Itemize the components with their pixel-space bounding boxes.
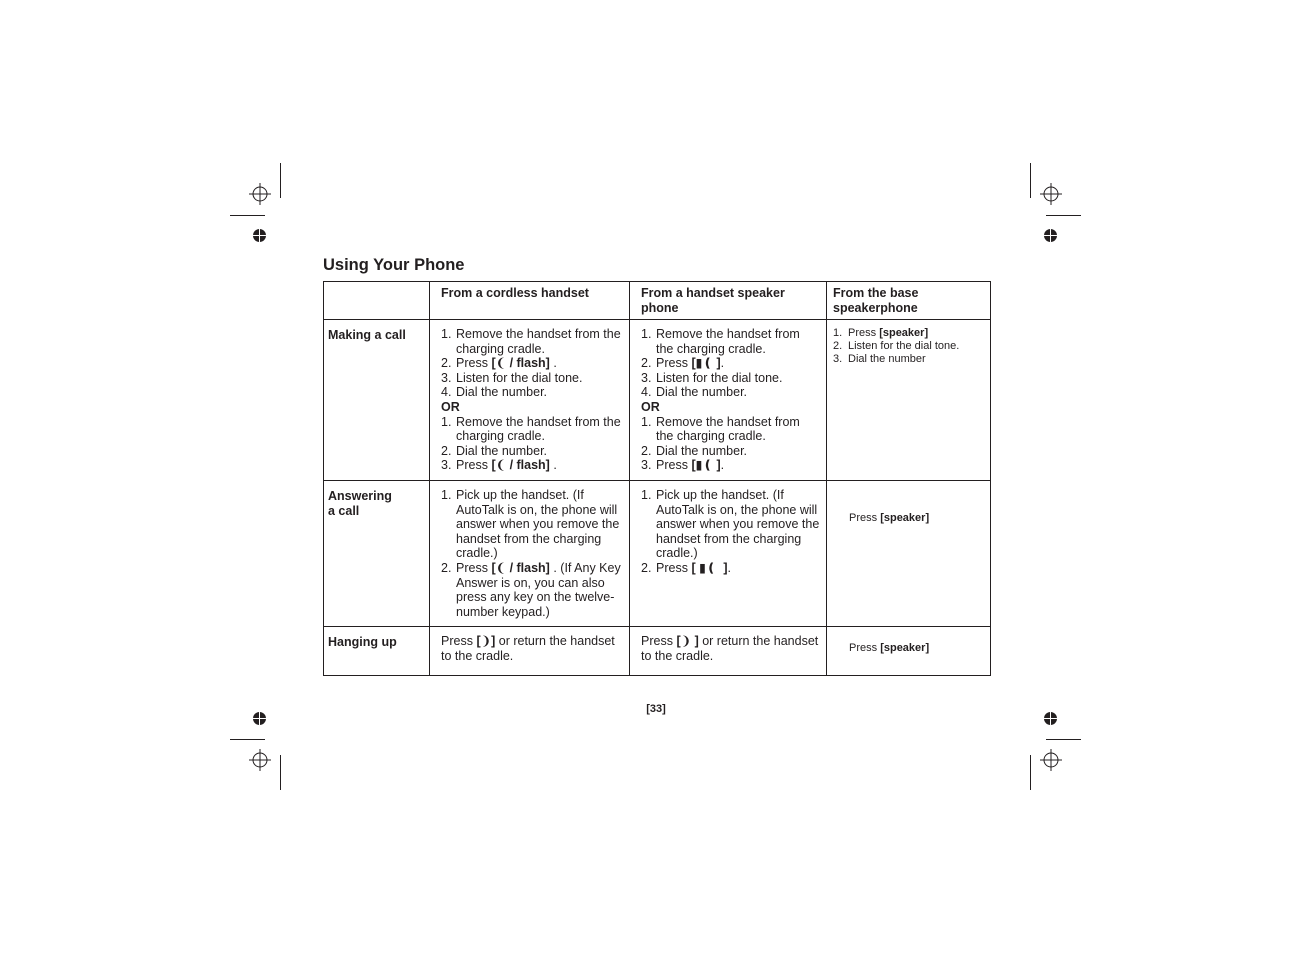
row-label-hanging-up: Hanging up — [324, 627, 430, 676]
list-item: 1. Pick up the handset. (If AutoTalk is on, the phone will answer when you remove the handset from the charging cradle.) — [441, 488, 620, 561]
list-item: 1. Remove the handset from the charging cradle. — [641, 414, 800, 444]
registration-target-icon — [1040, 749, 1062, 771]
list-item: 1. Pick up the handset. (If AutoTalk is on, the phone will answer when you remove the handset from the charging cradle.) — [641, 488, 820, 561]
table-row-answering-call — [324, 481, 991, 627]
steps-list — [641, 415, 820, 473]
cell-hanging-speaker: Press [❩ ] or return the handset to the cradle. — [630, 627, 827, 676]
steps-list — [641, 488, 820, 576]
crop-mark — [1046, 739, 1081, 740]
cell-hanging-base — [827, 627, 991, 676]
crop-mark — [230, 215, 265, 216]
header-cordless-handset: From a cordless handset — [430, 282, 630, 320]
steps-list — [833, 327, 986, 366]
header-blank — [324, 282, 430, 320]
base-instruction: Press [speaker] — [849, 512, 930, 524]
steps-list — [441, 327, 623, 400]
registration-dot-icon — [253, 229, 266, 242]
list-item: 4. Dial the number. — [441, 385, 548, 400]
list-item: 3. Press [❨ / flash] . — [441, 458, 557, 473]
crop-mark — [230, 739, 265, 740]
row-label-making-call: Making a call — [324, 320, 430, 481]
registration-target-icon — [249, 749, 271, 771]
list-item: 2. Press [❨ / flash] . (If Any Key Answer is on, you can also press any key on the twelve-number keypad.) — [441, 560, 621, 619]
end-call-icon: ❩ — [680, 634, 692, 648]
table-header-row — [324, 282, 991, 320]
talk-handset-icon: ❨ — [495, 356, 507, 371]
table-row-hanging-up — [324, 627, 991, 676]
list-item: 2. Dial the number. — [641, 443, 748, 458]
list-item: 1. Press [speaker] — [833, 327, 929, 339]
speaker-icon: ▮❪ — [695, 458, 713, 473]
list-item: 2. Dial the number. — [441, 443, 548, 458]
header-base-speakerphone: From the base speakerphone — [827, 282, 991, 320]
crop-mark — [1030, 163, 1031, 198]
talk-handset-icon: ❨ — [495, 560, 507, 575]
page-number: [33] — [646, 703, 666, 715]
phone-usage-table — [323, 281, 991, 676]
speaker-icon: ▮❪ — [695, 356, 713, 371]
row-label-answering-call: Answering a call — [324, 481, 430, 627]
header-handset-speakerphone: From a handset speaker phone — [630, 282, 827, 320]
list-item: 1. Remove the handset from the charging cradle. — [641, 327, 800, 356]
speaker-icon: ▮❪ — [699, 560, 717, 575]
base-instruction: Press [speaker] — [849, 642, 930, 654]
talk-handset-icon: ❨ — [495, 458, 507, 473]
cell-answering-cordless — [430, 481, 630, 627]
registration-target-icon — [1040, 183, 1062, 205]
crop-mark — [1046, 215, 1081, 216]
steps-list — [641, 327, 820, 400]
section-title: Using Your Phone — [323, 256, 465, 274]
list-item: 3. Dial the number — [833, 353, 926, 365]
table-row-making-call — [324, 320, 991, 481]
cell-making-base — [827, 320, 991, 481]
list-item: 4. Dial the number. — [641, 385, 748, 400]
list-item: 3. Listen for the dial tone. — [441, 370, 583, 385]
list-item: 3. Listen for the dial tone. — [641, 370, 783, 385]
list-item: 2. Press [❨ / flash] . — [441, 356, 557, 371]
cell-hanging-cordless: Press [❩] or return the handset to the cradle. — [430, 627, 630, 676]
list-item: 2. Press [▮❪ ]. — [641, 356, 725, 371]
list-item: 3. Press [▮❪ ]. — [641, 458, 725, 473]
steps-list — [441, 415, 623, 473]
registration-target-icon — [249, 183, 271, 205]
end-call-icon: ❩ — [480, 634, 492, 648]
cell-making-speaker — [630, 320, 827, 481]
cell-answering-speaker — [630, 481, 827, 627]
steps-list — [441, 488, 623, 619]
list-item: 2. Listen for the dial tone. — [833, 340, 960, 352]
crop-mark — [280, 163, 281, 198]
or-separator: OR — [441, 399, 460, 414]
cell-making-cordless — [430, 320, 630, 481]
list-item: 1. Remove the handset from the charging cradle. — [441, 414, 621, 444]
crop-mark — [1030, 755, 1031, 790]
list-item: 1. Remove the handset from the charging cradle. — [441, 327, 621, 356]
cell-answering-base — [827, 481, 991, 627]
registration-dot-icon — [1044, 229, 1057, 242]
or-separator: OR — [641, 399, 660, 414]
crop-mark — [280, 755, 281, 790]
list-item: 2. Press [ ▮❪ ]. — [641, 560, 732, 575]
